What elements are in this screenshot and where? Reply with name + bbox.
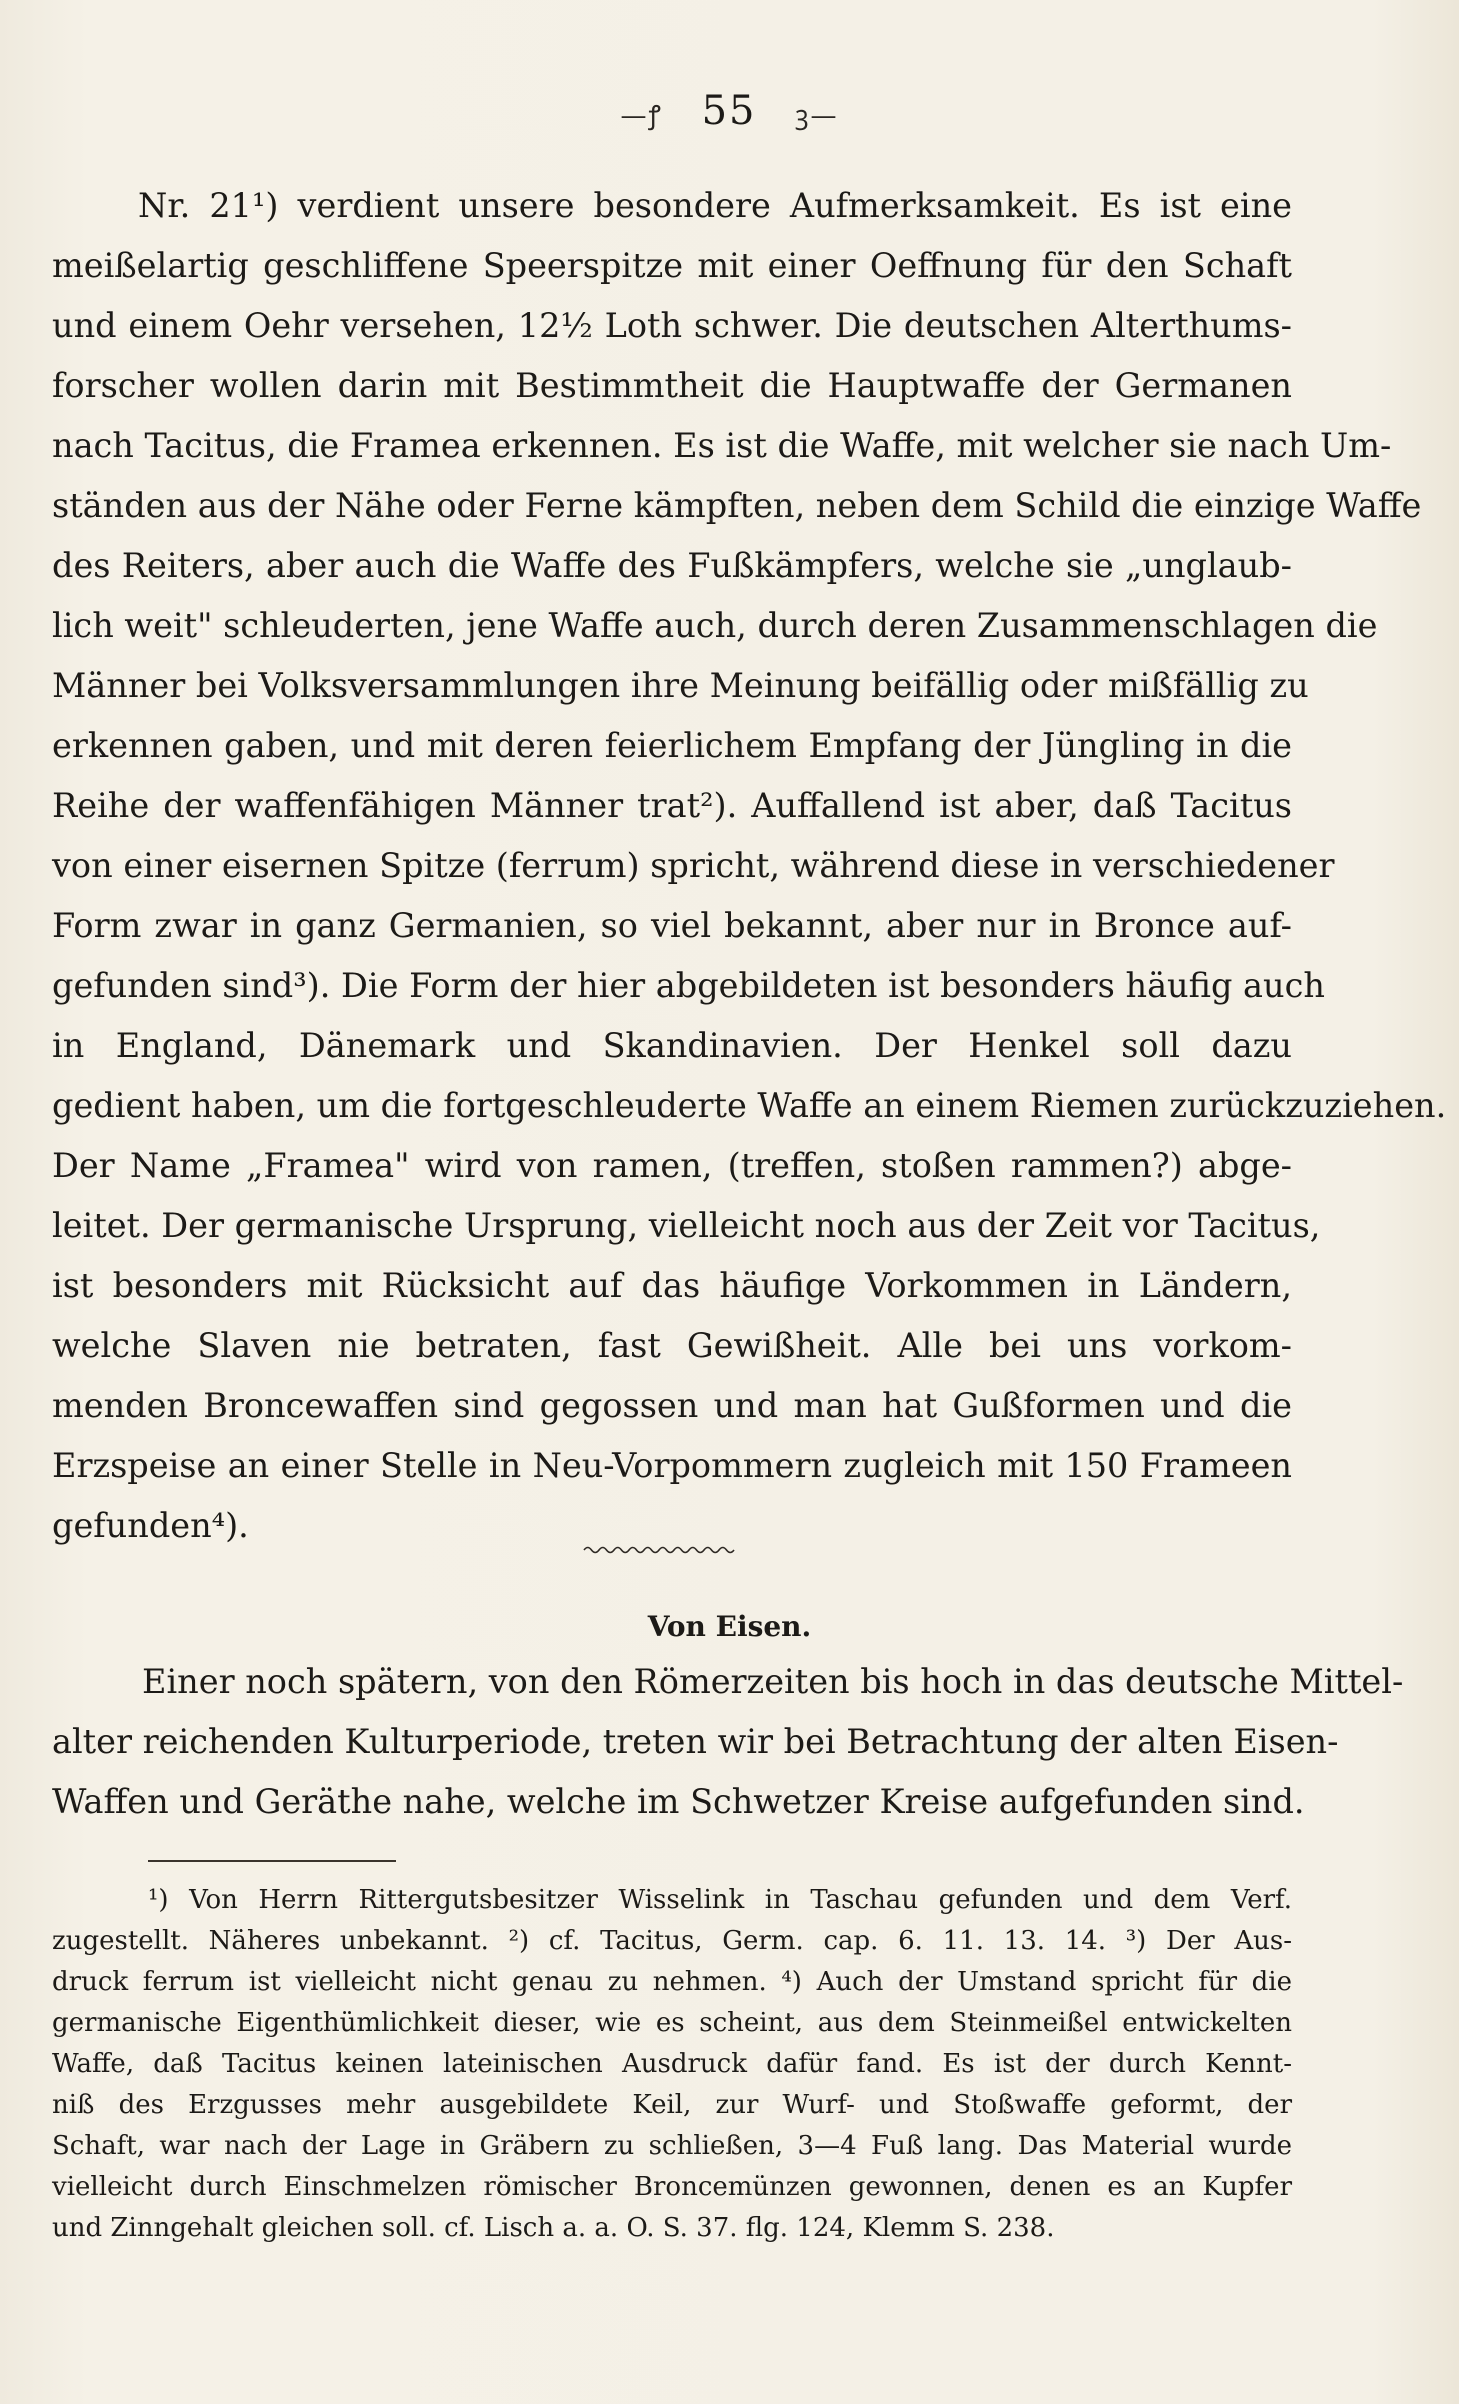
footnote-line: germanische Eigenthümlichkeit dieser, wie es scheint, aus dem Steinmeißel entwickelten xyxy=(52,2008,1292,2038)
section-paragraph xyxy=(52,1652,1404,1832)
page-number: 55 xyxy=(701,88,757,134)
section-heading: Von Eisen. xyxy=(647,1610,812,1643)
text-line: nach Tacitus, die Framea erkennen. Es ist die Waffe, mit welcher sie nach Um- xyxy=(52,426,1392,465)
header-ornament-right: ꝫ— xyxy=(795,101,839,131)
text-line: leitet. Der germanische Ursprung, vielleicht noch aus der Zeit vor Tacitus, xyxy=(52,1206,1321,1245)
text-line: und einem Oehr versehen, 12½ Loth schwer. Die deutschen Alterthums- xyxy=(52,306,1292,345)
text-line: gedient haben, um die fortgeschleuderte Waffe an einem Riemen zurückzuziehen. xyxy=(52,1086,1447,1125)
text-line: Waffen und Geräthe nahe, welche im Schwetzer Kreise aufgefunden sind. xyxy=(52,1782,1305,1821)
text-line: Reihe der waffenfähigen Männer trat²). Auffallend ist aber, daß Tacitus xyxy=(52,786,1292,825)
footnote-line: niß des Erzgusses mehr ausgebildete Keil, zur Wurf- und Stoßwaffe geformt, der xyxy=(52,2090,1292,2120)
main-paragraph xyxy=(52,176,1447,1556)
text-line: ständen aus der Nähe oder Ferne kämpften, neben dem Schild die einzige Waffe xyxy=(52,486,1422,525)
text-line: von einer eisernen Spitze (ferrum) spricht, während diese in verschiedener xyxy=(52,846,1335,885)
text-line: Einer noch spätern, von den Römerzeiten bis hoch in das deutsche Mittel- xyxy=(142,1662,1404,1701)
footnotes xyxy=(52,1880,1292,2249)
footnote-rule xyxy=(148,1860,396,1862)
page-header xyxy=(0,88,1459,134)
text-line: meißelartig geschliffene Speerspitze mit einer Oeffnung für den Schaft xyxy=(52,246,1292,285)
footnote-line: druck ferrum ist vielleicht nicht genau zu nehmen. ⁴) Auch der Umstand spricht für die xyxy=(52,1967,1292,1997)
text-line: Der Name „Framea" wird von ramen, (treffen, stoßen rammen?) abge- xyxy=(52,1146,1292,1185)
wavy-divider xyxy=(584,1545,734,1555)
text-line: welche Slaven nie betraten, fast Gewißheit. Alle bei uns vorkom- xyxy=(52,1326,1292,1365)
header-ornament-left: —ꝭ xyxy=(620,101,663,131)
text-line: gefunden sind³). Die Form der hier abgebildeten ist besonders häufig auch xyxy=(52,966,1325,1005)
text-line: Nr. 21¹) verdient unsere besondere Aufmerksamkeit. Es ist eine xyxy=(138,186,1292,225)
text-line: Erzspeise an einer Stelle in Neu-Vorpommern zugleich mit 150 Frameen xyxy=(52,1446,1292,1485)
text-line: ist besonders mit Rücksicht auf das häufige Vorkommen in Ländern, xyxy=(52,1266,1292,1305)
text-line: in England, Dänemark und Skandinavien. Der Henkel soll dazu xyxy=(52,1026,1292,1065)
text-line: erkennen gaben, und mit deren feierlichem Empfang der Jüngling in die xyxy=(52,726,1292,765)
footnote-line: Waffe, daß Tacitus keinen lateinischen Ausdruck dafür fand. Es ist der durch Kennt- xyxy=(52,2049,1292,2079)
footnote-line: Schaft, war nach der Lage in Gräbern zu schließen, 3—4 Fuß lang. Das Material wurde xyxy=(52,2131,1292,2161)
text-line: alter reichenden Kulturperiode, treten wir bei Betrachtung der alten Eisen- xyxy=(52,1722,1339,1761)
text-line: Form zwar in ganz Germanien, so viel bekannt, aber nur in Bronce auf- xyxy=(52,906,1292,945)
text-line: menden Broncewaffen sind gegossen und man hat Gußformen und die xyxy=(52,1386,1292,1425)
text-line: des Reiters, aber auch die Waffe des Fußkämpfers, welche sie „unglaub- xyxy=(52,546,1292,585)
footnote-line: vielleicht durch Einschmelzen römischer Broncemünzen gewonnen, denen es an Kupfer xyxy=(52,2172,1292,2202)
footnote-line: ¹) Von Herrn Rittergutsbesitzer Wisselink in Taschau gefunden und dem Verf. xyxy=(148,1885,1292,1915)
text-line: forscher wollen darin mit Bestimmtheit die Hauptwaffe der Germanen xyxy=(52,366,1292,405)
text-line: lich weit" schleuderten, jene Waffe auch, durch deren Zusammenschlagen die xyxy=(52,606,1378,645)
text-line: gefunden⁴). xyxy=(52,1506,249,1545)
footnote-line: und Zinngehalt gleichen soll. cf. Lisch a. a. O. S. 37. flg. 124, Klemm S. 238. xyxy=(52,2213,1055,2243)
text-line: Männer bei Volksversammlungen ihre Meinung beifällig oder mißfällig zu xyxy=(52,666,1309,705)
footnote-line: zugestellt. Näheres unbekannt. ²) cf. Tacitus, Germ. cap. 6. 11. 13. 14. ³) Der Aus- xyxy=(52,1926,1292,1956)
